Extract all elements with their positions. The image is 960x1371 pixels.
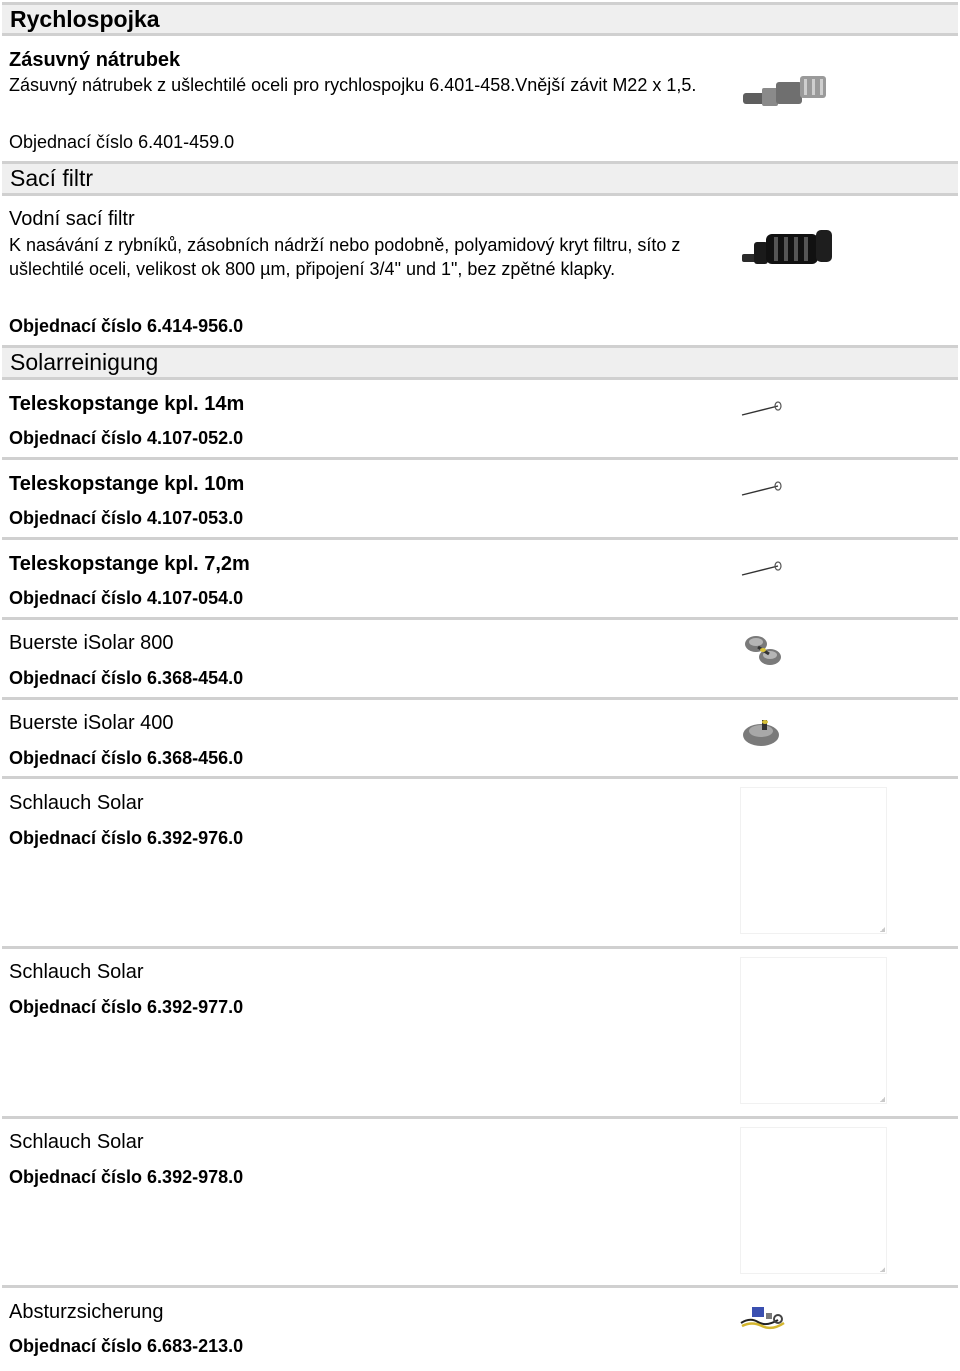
image-placeholder — [740, 957, 887, 1104]
product-title: Schlauch Solar — [9, 961, 144, 983]
resize-corner-icon — [880, 927, 885, 932]
order-number: Objednací číslo 4.107-052.0 — [9, 428, 244, 448]
order-number: Objednací číslo 6.401-459.0 — [9, 132, 235, 152]
telescopic-pole-image — [740, 478, 784, 498]
fall-protection-kit-image — [738, 1305, 790, 1333]
isolar-brush-single-image — [740, 716, 784, 748]
product-description: K nasávání z rybníků, zásobních nádrží nebo podobně, polyamidový kryt filtru, síto z ušlechtilé oceli, velikost ok 800 µm, připojení 3/4" und 1", bez zpětné klapky. — [9, 235, 681, 279]
order-number: Objednací číslo 4.107-053.0 — [9, 508, 244, 528]
product-divider — [2, 697, 958, 700]
product-title: Buerste iSolar 400 — [9, 712, 174, 734]
product-title: Buerste iSolar 800 — [9, 632, 174, 654]
section-title: Solarreinigung — [10, 349, 159, 375]
product-description: Zásuvný nátrubek z ušlechtilé oceli pro rychlospojku 6.401-458.Vnější závit M22 x 1,5. — [9, 75, 697, 95]
order-number: Objednací číslo 6.368-454.0 — [9, 668, 244, 688]
section-header-solarreinigung — [2, 345, 958, 380]
section-title: Sací filtr — [10, 165, 94, 191]
order-number: Objednací číslo 6.392-978.0 — [9, 1167, 244, 1187]
product-divider — [2, 457, 958, 460]
product-title: Teleskopstange kpl. 14m — [9, 393, 245, 415]
order-number: Objednací číslo 6.392-977.0 — [9, 997, 244, 1017]
product-title: Zásuvný nátrubek — [9, 49, 181, 71]
product-title: Teleskopstange kpl. 10m — [9, 473, 245, 495]
order-number: Objednací číslo 6.414-956.0 — [9, 316, 244, 336]
product-title: Teleskopstange kpl. 7,2m — [9, 553, 250, 575]
section-header-saci-filtr — [2, 161, 958, 196]
telescopic-pole-image — [740, 558, 784, 578]
stainless-plug-nipple-image — [740, 68, 830, 116]
product-title: Vodní sací filtr — [9, 208, 135, 230]
product-title: Schlauch Solar — [9, 792, 144, 814]
image-placeholder — [740, 1127, 887, 1274]
order-number: Objednací číslo 4.107-054.0 — [9, 588, 244, 608]
product-divider — [2, 946, 958, 949]
order-number: Objednací číslo 6.683-213.0 — [9, 1336, 244, 1356]
product-divider — [2, 1285, 958, 1288]
product-divider — [2, 617, 958, 620]
image-placeholder — [740, 787, 887, 934]
product-title: Absturzsicherung — [9, 1301, 164, 1323]
isolar-brush-double-image — [742, 631, 786, 669]
order-number: Objednací číslo 6.392-976.0 — [9, 828, 244, 848]
product-title: Schlauch Solar — [9, 1131, 144, 1153]
section-header-rychlospojka — [2, 2, 958, 36]
telescopic-pole-image — [740, 398, 784, 418]
product-divider — [2, 537, 958, 540]
product-divider — [2, 1116, 958, 1119]
resize-corner-icon — [880, 1267, 885, 1272]
product-divider — [2, 776, 958, 779]
order-number: Objednací číslo 6.368-456.0 — [9, 748, 244, 768]
suction-filter-image — [740, 224, 836, 270]
resize-corner-icon — [880, 1097, 885, 1102]
section-title: Rychlospojka — [10, 5, 160, 32]
